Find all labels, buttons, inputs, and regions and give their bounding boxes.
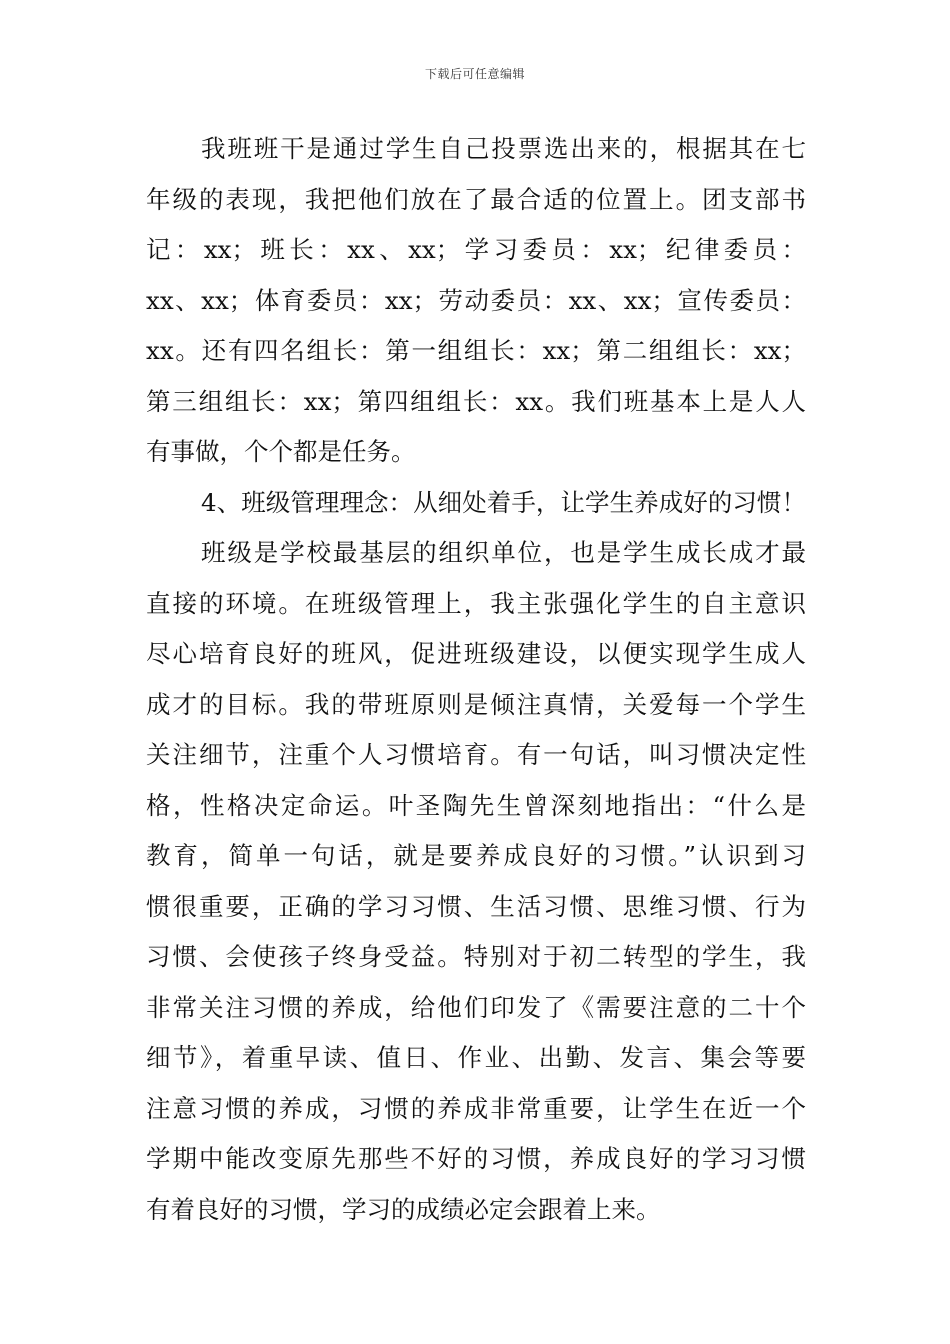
paragraph-line: xx。还有四名组长：第一组组长：xx；第二组组长：xx； [146, 336, 806, 365]
document-body [146, 124, 806, 1235]
paragraph-line: 细节》，着重早读、值日、作业、出勤、发言、集会等要 [146, 1043, 806, 1072]
paragraph-line: 格，性格决定命运。叶圣陶先生曾深刻地指出：“什么是 [146, 790, 806, 820]
paragraph-line: 直接的环境。在班级管理上，我主张强化学生的自主意识 [146, 588, 806, 618]
paragraph-line: 习惯、会使孩子终身受益。特别对于初二转型的学生，我 [146, 942, 806, 971]
paragraph-line: 教育，简单一句话，就是要养成良好的习惯。”认识到习 [146, 841, 806, 870]
paragraph-line: 有着良好的习惯，学习的成绩必定会跟着上来。 [146, 1194, 661, 1224]
paragraph-line: 尽心培育良好的班风，促进班级建设，以便实现学生成人 [146, 639, 806, 668]
paragraph-line: 注意习惯的养成，习惯的养成非常重要，让学生在近一个 [146, 1093, 806, 1123]
paragraph-line: 非常关注习惯的养成，给他们印发了《需要注意的二十个 [146, 992, 806, 1022]
section-heading: 4、班级管理理念：从细处着手，让学生养成好的习惯！ [201, 487, 806, 517]
paragraph-line: 有事做，个个都是任务。 [146, 437, 416, 466]
paragraph-line: 年级的表现，我把他们放在了最合适的位置上。团支部书 [146, 184, 806, 214]
paragraph-line: 第三组组长：xx；第四组组长：xx。我们班基本上是人人 [146, 386, 806, 416]
paragraph-line: 我班班干是通过学生自己投票选出来的，根据其在七 [201, 134, 806, 163]
paragraph-line: 成才的目标。我的带班原则是倾注真情，关爱每一个学生 [146, 689, 806, 719]
paragraph-line: 惯很重要，正确的学习习惯、生活习惯、思维习惯、行为 [146, 891, 806, 921]
paragraph-line: 学期中能改变原先那些不好的习惯，养成良好的学习习惯 [146, 1144, 806, 1173]
paragraph-line: 关注细节，注重个人习惯培育。有一句话，叫习惯决定性 [146, 740, 806, 769]
page-header: 下载后可任意编辑 [424, 67, 525, 81]
paragraph-line: xx、xx；体育委员：xx；劳动委员：xx、xx；宣传委员： [146, 285, 806, 315]
paragraph-line: 班级是学校最基层的组织单位，也是学生成长成才最 [201, 538, 806, 567]
paragraph-line: 记：xx；班长：xx、xx；学习委员：xx；纪律委员： [146, 235, 806, 264]
